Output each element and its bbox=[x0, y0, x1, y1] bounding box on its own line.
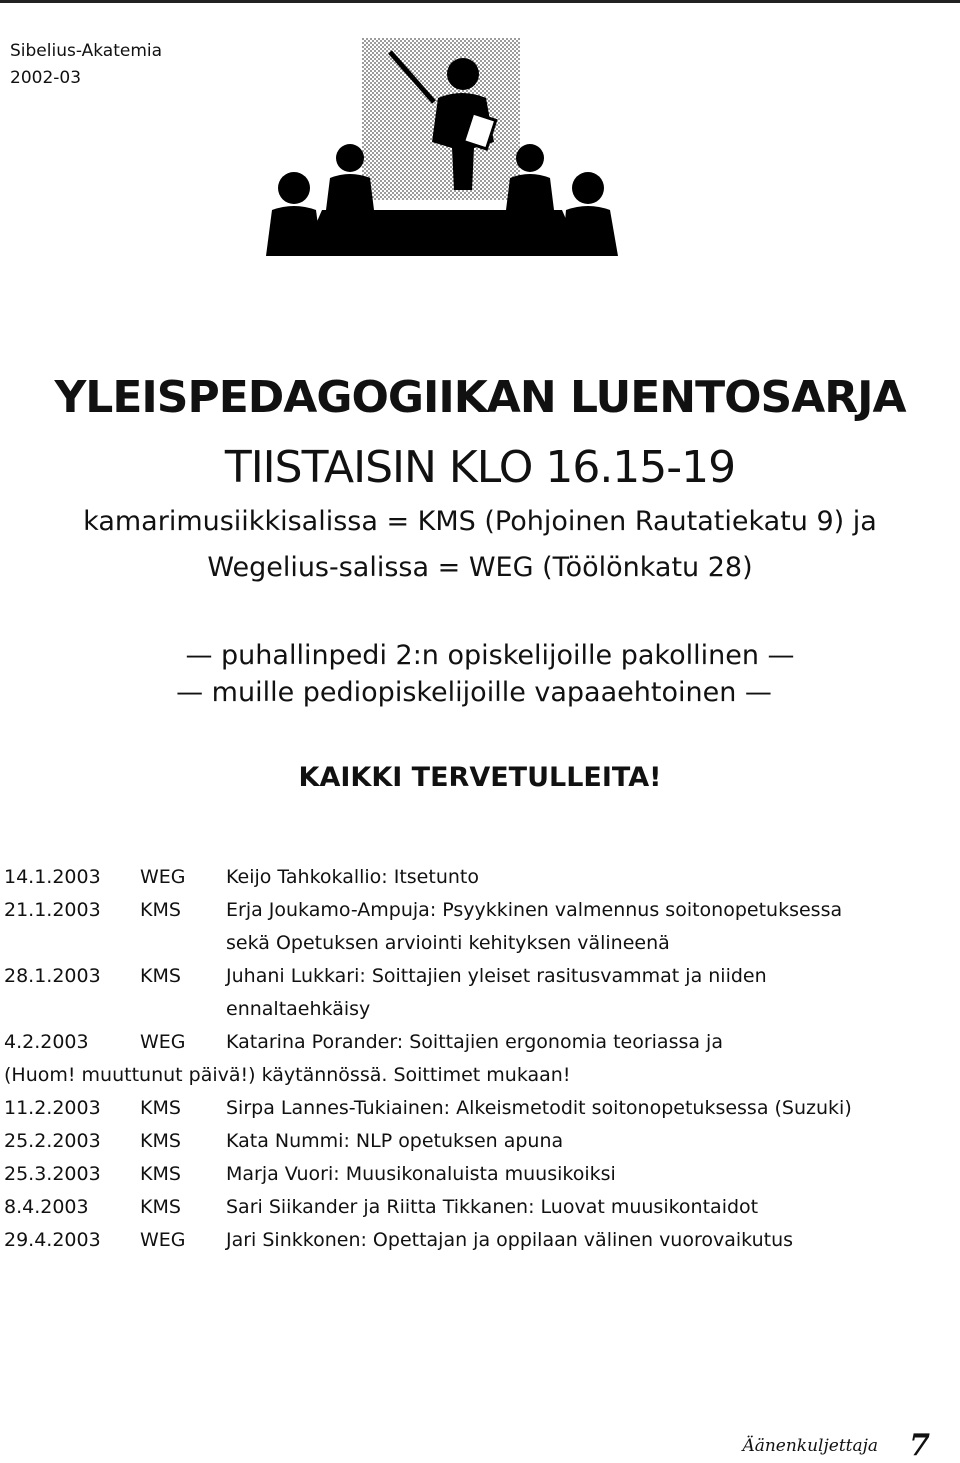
institution-name: Sibelius-Akatemia bbox=[10, 41, 163, 61]
academic-year: 2002-03 bbox=[10, 68, 82, 88]
schedule-date: 8.4.2003 bbox=[4, 1196, 89, 1218]
schedule-topic: Juhani Lukkari: Soittajien yleiset rasitusvammat ja niiden bbox=[226, 965, 767, 987]
top-rule bbox=[0, 0, 960, 3]
schedule-row-continuation bbox=[4, 932, 954, 965]
schedule-venue: WEG bbox=[140, 866, 186, 888]
schedule-venue: KMS bbox=[140, 1196, 181, 1218]
schedule-topic: Jari Sinkkonen: Opettajan ja oppilaan välinen vuorovaikutus bbox=[226, 1229, 794, 1251]
schedule-venue: KMS bbox=[140, 1130, 181, 1152]
schedule-date: 25.3.2003 bbox=[4, 1163, 101, 1185]
schedule-topic: sekä Opetuksen arviointi kehityksen välineenä bbox=[226, 932, 670, 954]
schedule-venue: KMS bbox=[140, 1163, 181, 1185]
schedule-row bbox=[4, 899, 954, 932]
schedule-venue: KMS bbox=[140, 965, 181, 987]
schedule-row bbox=[4, 1196, 954, 1229]
schedule-row bbox=[4, 1163, 954, 1196]
page-footer bbox=[742, 1428, 930, 1463]
venue-kms: kamarimusiikkisalissa = KMS (Pohjoinen Rautatiekatu 9) ja bbox=[83, 506, 877, 537]
schedule-row bbox=[4, 1130, 954, 1163]
note-optional: — muille pediopiskelijoille vapaaehtoinen — bbox=[176, 677, 772, 708]
schedule-venue: KMS bbox=[140, 1097, 181, 1119]
schedule-date: 29.4.2003 bbox=[4, 1229, 101, 1251]
schedule-date: 25.2.2003 bbox=[4, 1130, 101, 1152]
schedule-date: 11.2.2003 bbox=[4, 1097, 101, 1119]
welcome-text: KAIKKI TERVETULLEITA! bbox=[298, 762, 662, 793]
schedule-venue: KMS bbox=[140, 899, 181, 921]
series-time: TIISTAISIN KLO 16.15-19 bbox=[224, 442, 736, 493]
lecture-presentation-icon bbox=[262, 30, 622, 280]
venue-weg: Wegelius-salissa = WEG (Töölönkatu 28) bbox=[207, 552, 753, 583]
schedule-topic: ennaltaehkäisy bbox=[226, 998, 371, 1020]
schedule-row bbox=[4, 866, 954, 899]
schedule-topic: Kata Nummi: NLP opetuksen apuna bbox=[226, 1130, 564, 1152]
schedule-date: 21.1.2003 bbox=[4, 899, 101, 921]
schedule-topic: Katarina Porander: Soittajien ergonomia teoriassa ja bbox=[226, 1031, 723, 1053]
page-header bbox=[10, 38, 162, 92]
schedule-row bbox=[4, 1229, 954, 1262]
schedule-row-continuation bbox=[4, 998, 954, 1031]
schedule-date: 28.1.2003 bbox=[4, 965, 101, 987]
schedule-topic: Erja Joukamo-Ampuja: Psyykkinen valmennus soitonopetuksessa bbox=[226, 899, 843, 921]
page-number: 7 bbox=[909, 1428, 930, 1463]
series-title: YLEISPEDAGOGIIKAN LUENTOSARJA bbox=[54, 372, 906, 423]
schedule-date: 14.1.2003 bbox=[4, 866, 101, 888]
schedule-date: 4.2.2003 bbox=[4, 1031, 89, 1053]
schedule-topic: Keijo Tahkokallio: Itsetunto bbox=[226, 866, 479, 888]
schedule-row bbox=[4, 1031, 954, 1064]
schedule-venue: WEG bbox=[140, 1229, 186, 1251]
schedule-topic: Marja Vuori: Muusikonaluista muusikoiksi bbox=[226, 1163, 616, 1185]
schedule-row bbox=[4, 1097, 954, 1130]
schedule-venue: WEG bbox=[140, 1031, 186, 1053]
schedule-row bbox=[4, 965, 954, 998]
note-mandatory: — puhallinpedi 2:n opiskelijoille pakollinen — bbox=[185, 640, 795, 671]
schedule-note: (Huom! muuttunut päivä!) käytännössä. Soittimet mukaan! bbox=[4, 1064, 571, 1086]
lecture-schedule bbox=[4, 866, 954, 1262]
schedule-topic: Sari Siikander ja Riitta Tikkanen: Luovat muusikontaidot bbox=[226, 1196, 759, 1218]
schedule-row-note bbox=[4, 1064, 954, 1097]
publication-name: Äänenkuljettaja bbox=[742, 1435, 879, 1456]
schedule-topic: Sirpa Lannes-Tukiainen: Alkeismetodit soitonopetuksessa (Suzuki) bbox=[226, 1097, 852, 1119]
